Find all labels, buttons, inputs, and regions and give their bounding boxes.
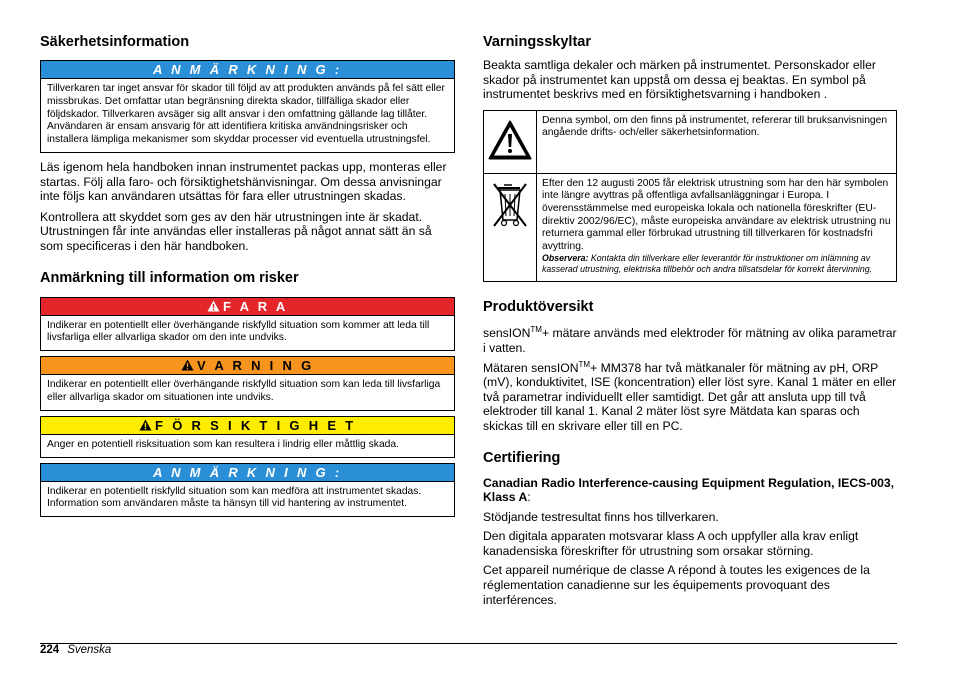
warning-triangle-icon bbox=[181, 359, 194, 371]
trademark: TM bbox=[530, 325, 542, 335]
trademark: TM bbox=[578, 359, 591, 369]
intro-paragraph: Läs igenom hela handboken innan instrumentet packas upp, monteras eller startas. Följ alla faro- och försiktighetshänvisningar. Om dessa anvisningar inte följs kan användaren utsättas för fara eller utrustningen skadas. bbox=[40, 159, 447, 204]
weee-note bbox=[542, 253, 891, 275]
cert-regulation bbox=[483, 476, 897, 505]
danger-header bbox=[41, 298, 454, 316]
product-name: sensION bbox=[483, 326, 531, 341]
footer-language: Svenska bbox=[67, 644, 112, 656]
notice-label-2: A N M Ä R K N I N G : bbox=[41, 464, 454, 482]
notice-text-2: Indikerar en potentiellt riskfylld situation som kan medföra att instrumentet skadas. Information som användaren måste ta hänsyn till vid hantering av instrumentet. bbox=[47, 485, 422, 510]
hazard-heading: Anmärkning till information om risker bbox=[40, 269, 299, 286]
warning-box bbox=[40, 356, 455, 411]
regulation-name: Canadian Radio Interference-causing Equipment Regulation, IECS-003, Klass A bbox=[483, 475, 895, 505]
table-row bbox=[484, 173, 897, 282]
note-text: Kontakta din tillverkare eller leverantör för instruktioner om inlämning av kasserad utrustning, elektriska tillbehör och andra tillsatsdelar för korrekt återvinning. bbox=[542, 253, 873, 275]
cert-paragraph-2: Den digitala apparaten motsvarar klass A och uppfyller alla krav enligt kanadensiska föreskrifter för utrustning som orsakar störning. bbox=[483, 529, 859, 558]
note-label: Observera: bbox=[542, 253, 589, 264]
symbol-icon-cell bbox=[484, 110, 537, 173]
notice-text: Tillverkaren tar inget ansvar för skador till följd av att produkten används på fel sätt eller missbrukas. Det omfattar utan begränsning direkta skador, tillfälliga skador eller följdskador. Tillverkaren avsäger sig allt ansvar i den omfattning gällande lag tillåter. Användaren är ensam ansvarig för att identifiera kritiska användningsrisker och installera lämpliga mekanismer som skyddar processer vid eventuella utrustningsfel. bbox=[47, 83, 445, 146]
warning-header bbox=[41, 357, 454, 375]
symbol-icon-cell bbox=[484, 173, 537, 282]
labels-heading: Varningsskyltar bbox=[483, 34, 591, 50]
product-name: Mätaren sensION bbox=[483, 360, 579, 375]
product-desc: + MM378 har två mätkanaler för mätning av pH, ORP (mV), konduktivitet, ISE (koncentration) eller löst syre. Kanal 1 mäter en eller två parametrar individuellt eller samtidigt. Det går att ansluta upp till två elektroder till kanal 1. Kanal 2 mäter löst syre Mätdata kan sparas och skickas till en skrivare eller till en PC. bbox=[483, 360, 897, 433]
danger-text: Indikerar en potentiellt eller överhängande riskfylld situation som kommer att leda till livsfarliga eller allvarliga skador om den inte undviks. bbox=[47, 319, 430, 344]
caution-text: Anger en potentiell risksituation som kan resultera i lindrig eller måttlig skada. bbox=[47, 438, 399, 450]
caution-box bbox=[40, 416, 455, 458]
caution-label: F Ö R S I K T I G H E T bbox=[155, 417, 356, 433]
product-paragraph-1 bbox=[483, 326, 897, 355]
labels-paragraph: Beakta samtliga dekaler och märken på instrumentet. Personskador eller skador på instrumentet kan uppstå om dessa ej beaktas. En symbol på instrumentet beskrivs med en försiktighetsvarning i handboken . bbox=[483, 58, 876, 102]
warning-triangle-icon bbox=[207, 300, 220, 312]
caution-header bbox=[41, 417, 454, 435]
safety-heading: Säkerhetsinformation bbox=[40, 34, 190, 50]
product-heading: Produktöversikt bbox=[483, 299, 594, 316]
cert-paragraph-1: Stödjande testresultat finns hos tillverkaren. bbox=[483, 509, 719, 524]
symbol-description bbox=[537, 173, 897, 282]
notice-box bbox=[40, 60, 455, 153]
product-desc: + mätare används med elektroder för mätning av olika parametrar i vatten. bbox=[483, 326, 897, 355]
page-number: 224 bbox=[40, 644, 60, 656]
table-row bbox=[484, 110, 897, 173]
notice-box-2 bbox=[40, 463, 455, 518]
cert-paragraph-3: Cet appareil numérique de classe A répond à toutes les exigences de la réglementation canadienne sur les équipements provoquant des interférences. bbox=[483, 563, 870, 607]
footer bbox=[40, 643, 111, 657]
symbol-description: Denna symbol, om den finns på instrumentet, refererar till bruksanvisningen angående drifts- och/eller säkerhetsinformation. bbox=[537, 110, 897, 173]
regulation-suffix: : bbox=[527, 490, 531, 505]
crossed-out-wheelie-bin-icon bbox=[490, 180, 530, 232]
left-column bbox=[40, 30, 455, 517]
footer-rule bbox=[40, 643, 897, 644]
cert-heading: Certifiering bbox=[483, 449, 561, 466]
weee-text: Efter den 12 augusti 2005 får elektrisk utrustning som har den här symbolen inte längre avyttras på offentliga avfallsanläggningar i Europa. I överensstämmelse med europeiska lokala och nationella föreskrifter (EU-direktiv 2002/96/EC), måste europeiska användare av elektrisk utrustning nu returnera gammal eller förbrukad utrustning till tillverkaren för kostnadsfri avyttring. bbox=[542, 177, 891, 252]
warning-label: V A R N I N G bbox=[196, 358, 315, 374]
product-paragraph-2 bbox=[483, 361, 897, 434]
warning-triangle-icon bbox=[488, 120, 532, 160]
protection-paragraph: Kontrollera att skyddet som ges av den här utrustningen inte är skadat. Utrustningen får inte användas eller installeras på något annat sätt än så som specificeras i den här handboken. bbox=[40, 209, 432, 253]
danger-box bbox=[40, 297, 455, 352]
right-column bbox=[483, 30, 897, 607]
symbol-table bbox=[483, 110, 897, 283]
warning-triangle-icon bbox=[139, 419, 152, 431]
notice-label: A N M Ä R K N I N G : bbox=[41, 61, 454, 79]
warning-text: Indikerar en potentiellt eller överhängande riskfylld situation som kan leda till livsfarliga eller allvarliga skador om situationen inte undviks. bbox=[47, 379, 441, 403]
danger-label: F A R A bbox=[222, 298, 289, 314]
